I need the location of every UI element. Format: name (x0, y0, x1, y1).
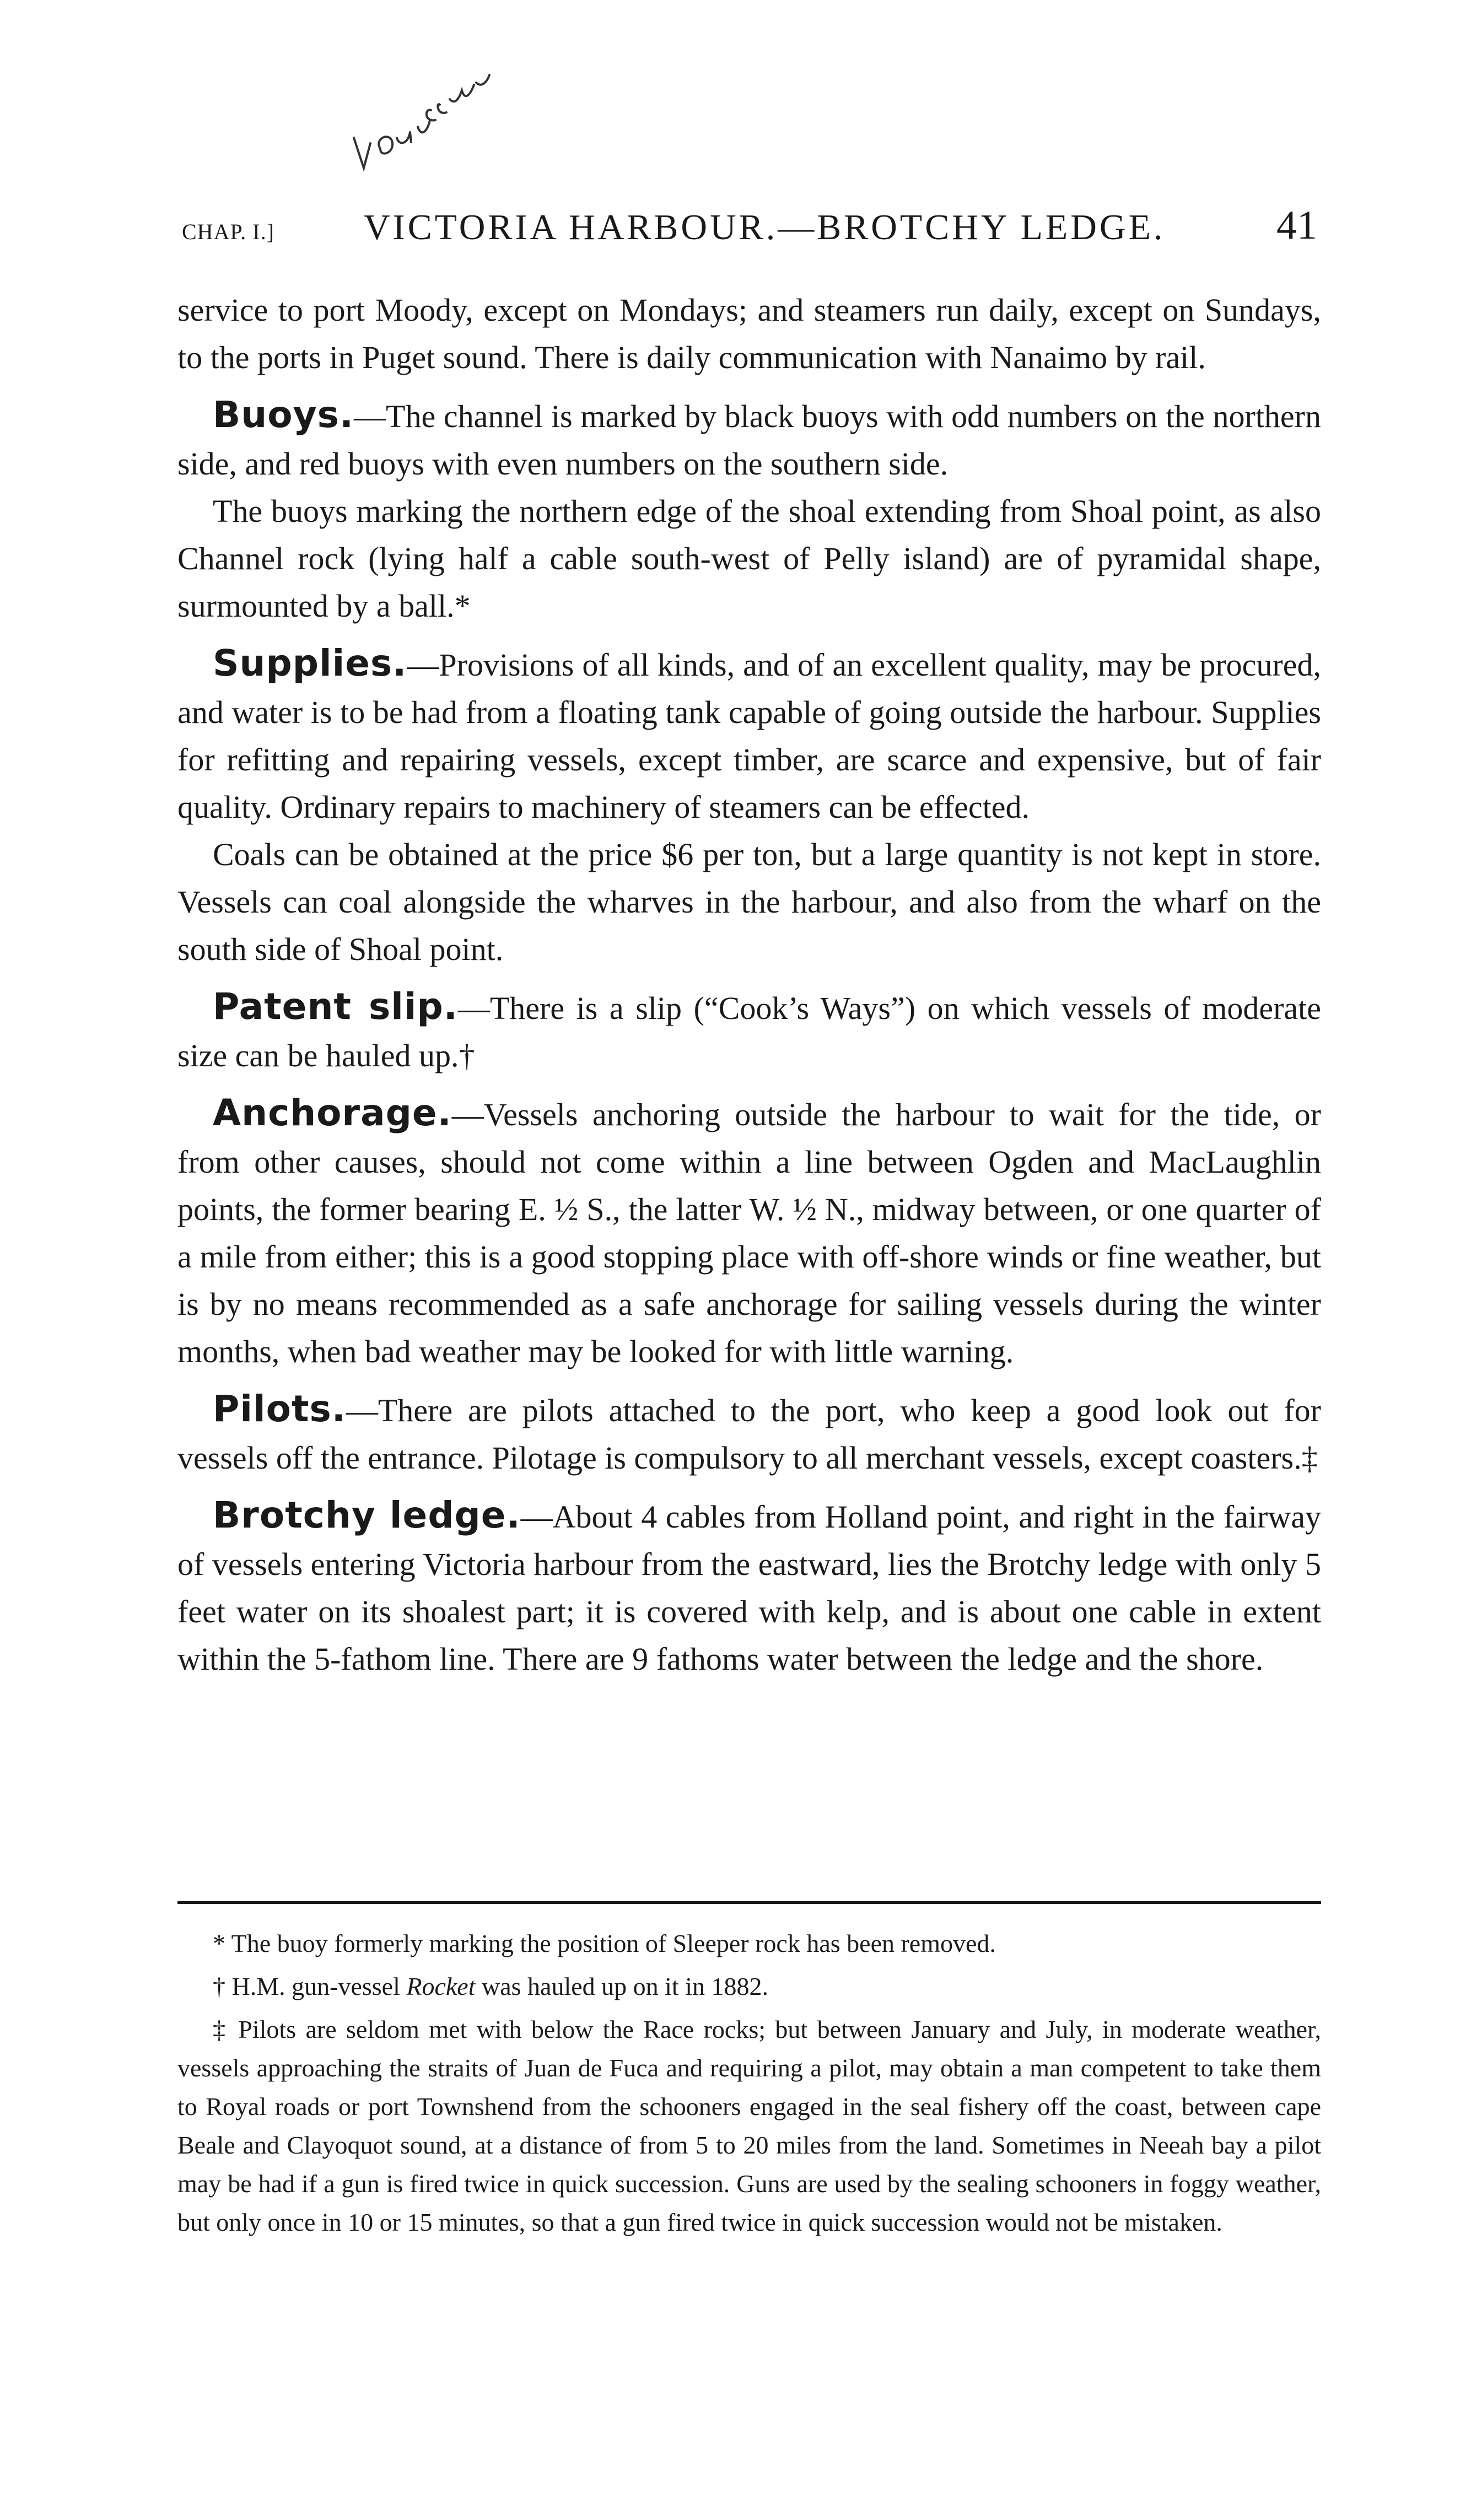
section-heading: Buoys. (213, 393, 354, 436)
page-number: 41 (1276, 203, 1317, 248)
paragraph-text: —There is a slip (“Cook’s Ways”) on which vessels of moderate size can be hauled up.† (177, 990, 1321, 1073)
paragraph-text: service to port Moody, except on Mondays; and steamers run daily, except on Sundays, to the ports in Puget sound. There is daily communication with Nanaimo by rail. (177, 292, 1321, 375)
running-title: VICTORIA HARBOUR.—BROTCHY LEDGE. (364, 207, 1166, 247)
paragraph-text: —Vessels anchoring outside the harbour to wait for the tide, or from other causes, should not come within a line between Ogden and MacLaughlin points, the former bearing E. ½ S., the latter W. ½ N., midway between, or one quarter of a mile from either; this is a good stopping place with off-shore winds or fine weather, but is by no means recommended as a safe anchorage for sailing vessels during the winter months, when bad weather may be looked for with little warning. (177, 1097, 1321, 1369)
paragraph-continuation (177, 287, 1321, 381)
section-anchorage (177, 1089, 1321, 1375)
footnote-text: was hauled up on it in 1882. (475, 1972, 768, 2000)
footnote-text: * The buoy formerly marking the position of Sleeper rock has been removed. (213, 1929, 996, 1957)
paragraph-text: The buoys marking the northern edge of the shoal extending from Shoal point, as also Channel rock (lying half a cable south-west of Pelly island) are of pyramidal shape, surmounted by a ball.* (177, 493, 1321, 624)
section-heading: Brotchy ledge. (213, 1494, 521, 1536)
footnote (177, 2010, 1321, 2242)
paragraph-text: —About 4 cables from Holland point, and right in the fairway of vessels entering Victoria harbour from the eastward, lies the Brotchy ledge with only 5 feet water on its shoalest part; it is covered with kelp, and is about one cable in extent within the 5-fathom line. There are 9 fathoms water between the ledge and the shore. (177, 1499, 1321, 1677)
section-heading: Pilots. (213, 1388, 346, 1430)
paragraph (177, 488, 1321, 630)
footnote-text: ‡ Pilots are seldom met with below the Race rocks; but between January and July, in moderate weather, vessels approaching the straits of Juan de Fuca and requiring a pilot, may obtain a man competent to take them to Royal roads or port Townshend from the schooners engaged in the seal fishery off the coast, between cape Beale and Clayoquot sound, at a distance of from 5 to 20 miles from the land. Sometimes in Neeah bay a pilot may be had if a gun is fired twice in quick succession. Guns are used by the sealing schooners in foggy weather, but only once in 10 or 15 minutes, so that a gun fired twice in quick succession would not be mistaken. (177, 2015, 1321, 2236)
vessel-name: Rocket (406, 1972, 476, 2000)
running-header (182, 203, 1317, 256)
footnote-text: † H.M. gun-vessel (213, 1972, 407, 2000)
paragraph-text: —There are pilots attached to the port, who keep a good look out for vessels off the entrance. Pilotage is compulsory to all merchant vessels, except coasters.‡ (177, 1393, 1321, 1476)
paragraph-text: —The channel is marked by black buoys with odd numbers on the northern side, and red buoys with even numbers on the southern side. (177, 398, 1321, 482)
section-heading: Patent slip. (213, 985, 458, 1028)
footnote (177, 1924, 1321, 1963)
footnotes (177, 1924, 1321, 2246)
section-buoys (177, 391, 1321, 488)
section-supplies (177, 640, 1321, 831)
section-brotchy-ledge (177, 1492, 1321, 1683)
paragraph-text: —Provisions of all kinds, and of an excellent quality, may be procured, and water is to be had from a floating tank capable of going outside the harbour. Supplies for refitting and repairing vessels, except timber, are scarce and expensive, but of fair quality. Ordinary repairs to machinery of steamers can be effected. (177, 647, 1321, 825)
section-pilots (177, 1385, 1321, 1482)
footnote-divider (177, 1901, 1321, 1904)
main-text (177, 287, 1321, 1683)
section-patent-slip (177, 983, 1321, 1080)
chapter-label: CHAP. I.] (182, 219, 274, 244)
footnote (177, 1967, 1321, 2006)
section-heading: Supplies. (213, 642, 407, 684)
paragraph-text: Coals can be obtained at the price $6 per ton, but a large quantity is not kept in store. Vessels can coal alongside the wharves in the harbour, and also from the wharf on the south side of Shoal point. (177, 837, 1321, 967)
section-heading: Anchorage. (213, 1092, 452, 1134)
paragraph (177, 831, 1321, 973)
handwritten-annotation (342, 55, 502, 182)
